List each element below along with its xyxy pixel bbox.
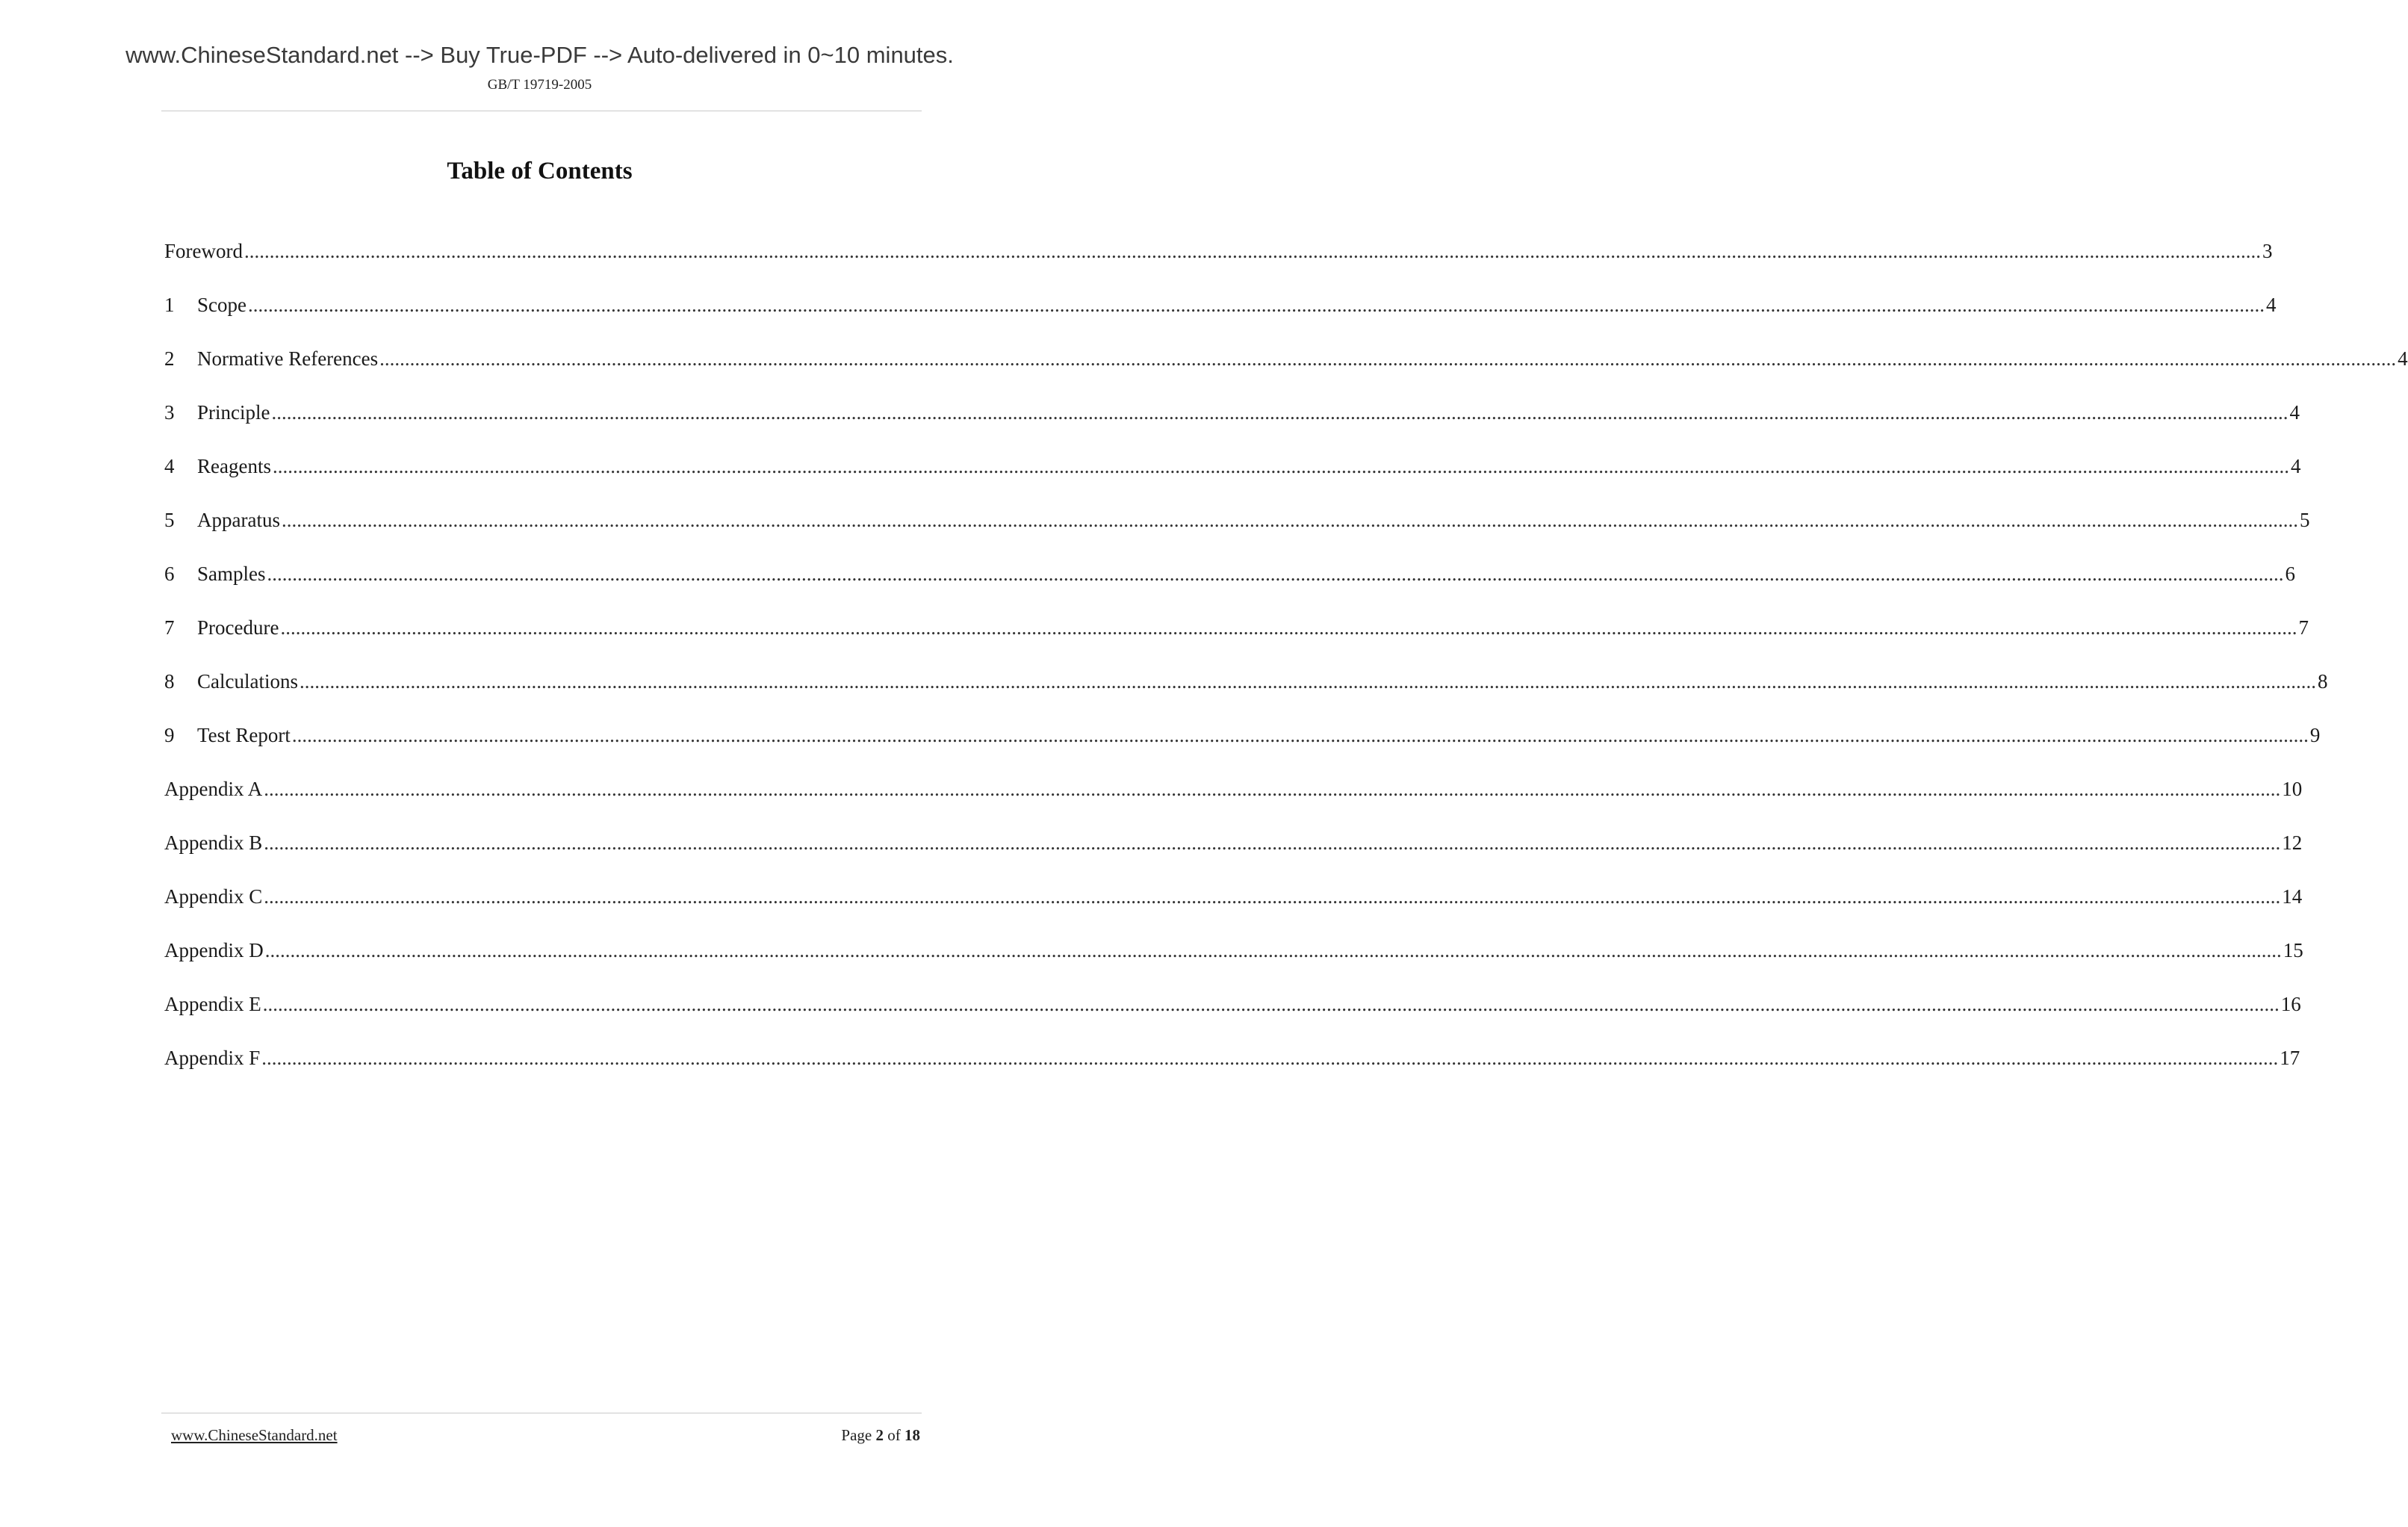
toc-entry-label: Scope: [197, 294, 246, 316]
toc-entry-number: 8: [164, 670, 175, 693]
toc-dot-leader: ................................................................................................................................................................................................................................................................................................................................................................................................................: [264, 885, 2281, 908]
page-indicator: [841, 1426, 920, 1445]
toc-entry-page: 4: [2265, 294, 2277, 316]
toc-entry[interactable]: [164, 291, 2277, 345]
toc-entry-number: 2: [164, 347, 175, 370]
toc-dot-leader: ................................................................................................................................................................................................................................................................................................................................................................................................................: [262, 993, 2280, 1015]
toc-entry[interactable]: [164, 937, 2303, 991]
toc-dot-leader: ................................................................................................................................................................................................................................................................................................................................................................................................................: [281, 509, 2298, 531]
toc-entry[interactable]: [164, 668, 2328, 722]
toc-entry-number: 4: [164, 455, 175, 477]
toc-entry[interactable]: [164, 991, 2301, 1044]
toc-dot-leader: ................................................................................................................................................................................................................................................................................................................................................................................................................: [261, 1047, 2279, 1069]
toc-entry[interactable]: [164, 775, 2303, 829]
toc-entry-label: Appendix F: [164, 1047, 261, 1069]
toc-entry-page: 14: [2282, 885, 2303, 908]
toc-dot-leader: ................................................................................................................................................................................................................................................................................................................................................................................................................: [280, 616, 2297, 639]
toc-entry-label: Calculations: [197, 670, 298, 693]
footer-site-link[interactable]: www.ChineseStandard.net: [171, 1426, 338, 1444]
toc-entry-number: 9: [164, 724, 175, 746]
toc-entry[interactable]: [164, 1044, 2300, 1098]
toc-entry-number: 3: [164, 401, 175, 424]
toc-entry-page: 16: [2280, 993, 2301, 1015]
toc-dot-leader: ................................................................................................................................................................................................................................................................................................................................................................................................................: [247, 294, 2265, 316]
toc-entry[interactable]: [164, 883, 2303, 937]
toc-entry[interactable]: [164, 453, 2301, 507]
toc-dot-leader: ................................................................................................................................................................................................................................................................................................................................................................................................................: [264, 778, 2281, 800]
toc-entry[interactable]: [164, 507, 2310, 560]
toc-entry-page: 12: [2282, 831, 2303, 854]
toc-dot-leader: ................................................................................................................................................................................................................................................................................................................................................................................................................: [264, 939, 2282, 961]
toc-entry-page: 4: [2289, 401, 2300, 424]
toc-dot-leader: ................................................................................................................................................................................................................................................................................................................................................................................................................: [267, 563, 2284, 585]
toc-entry-label: Samples: [197, 563, 266, 585]
toc-entry-page: 9: [2309, 724, 2321, 746]
toc-entry-label: Principle: [197, 401, 270, 424]
toc-entry[interactable]: [164, 614, 2309, 668]
toc-entry-page: 4: [2290, 455, 2301, 477]
toc-entry-label: Appendix D: [164, 939, 264, 961]
toc-dot-leader: ................................................................................................................................................................................................................................................................................................................................................................................................................: [379, 347, 2397, 370]
toc-entry-label: Appendix B: [164, 831, 263, 854]
site-banner: www.ChineseStandard.net --> Buy True-PDF --> Auto-delivered in 0~10 minutes.: [125, 42, 954, 68]
toc-dot-leader: ................................................................................................................................................................................................................................................................................................................................................................................................................: [264, 831, 2281, 854]
table-of-contents: [164, 238, 2408, 1098]
toc-dot-leader: ................................................................................................................................................................................................................................................................................................................................................................................................................: [299, 670, 2316, 693]
toc-entry-label: Appendix C: [164, 885, 263, 908]
page-current: 2: [875, 1426, 884, 1444]
toc-entry-number: 1: [164, 294, 175, 316]
page-total: 18: [904, 1426, 920, 1444]
toc-entry[interactable]: [164, 722, 2321, 775]
toc-entry-number: 6: [164, 563, 175, 585]
toc-entry-page: 6: [2285, 563, 2295, 585]
toc-entry[interactable]: [164, 829, 2303, 883]
toc-entry-page: 7: [2298, 616, 2309, 639]
toc-entry-label: Appendix A: [164, 778, 263, 800]
toc-dot-leader: ................................................................................................................................................................................................................................................................................................................................................................................................................: [271, 401, 2288, 424]
toc-entry-label: Apparatus: [197, 509, 280, 531]
toc-entry-label: Test Report: [197, 724, 291, 746]
toc-entry[interactable]: [164, 238, 2273, 291]
toc-entry[interactable]: [164, 399, 2300, 453]
toc-entry-page: 10: [2282, 778, 2303, 800]
toc-title: Table of Contents: [447, 158, 633, 185]
toc-entry-number: 5: [164, 509, 175, 531]
toc-entry[interactable]: [164, 560, 2295, 614]
toc-entry-page: 17: [2280, 1047, 2300, 1069]
toc-entry-label: Reagents: [197, 455, 271, 477]
toc-entry-page: 4: [2398, 347, 2408, 370]
toc-dot-leader: ................................................................................................................................................................................................................................................................................................................................................................................................................: [272, 455, 2289, 477]
toc-entry-label: Foreword: [164, 240, 243, 262]
toc-entry-page: 15: [2283, 939, 2303, 961]
toc-entry[interactable]: [164, 345, 2408, 399]
toc-entry-label: Normative References: [197, 347, 379, 370]
page-of: of: [887, 1426, 901, 1444]
toc-entry-page: 5: [2299, 509, 2310, 531]
toc-entry-number: 7: [164, 616, 175, 639]
toc-dot-leader: ................................................................................................................................................................................................................................................................................................................................................................................................................: [291, 724, 2309, 746]
toc-entry-label: Appendix E: [164, 993, 261, 1015]
page-word: Page: [841, 1426, 872, 1444]
toc-entry-page: 3: [2262, 240, 2273, 262]
toc-entry-label: Procedure: [197, 616, 279, 639]
toc-dot-leader: ................................................................................................................................................................................................................................................................................................................................................................................................................: [243, 240, 2261, 262]
toc-entry-page: 8: [2317, 670, 2328, 693]
document-code: GB/T 19719-2005: [487, 77, 592, 93]
